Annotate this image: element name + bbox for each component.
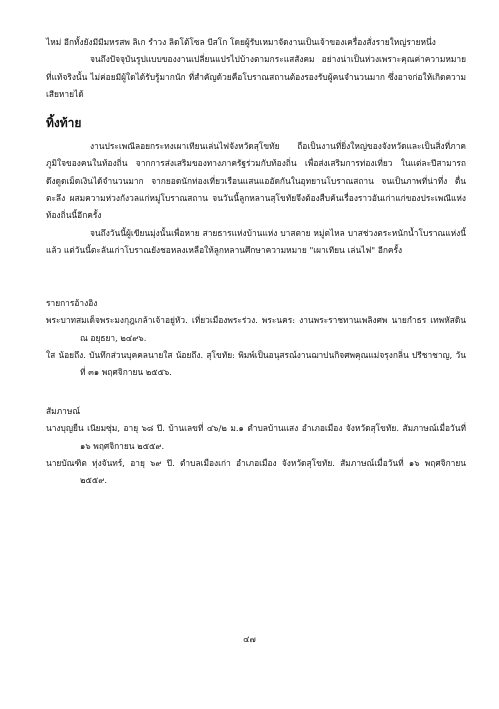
interview-item-1: นางบุญยืน เนียมซุ่ม, อายุ ๖๘ ปี. บ้านเลขที่ ๔๖/๒ ม.๑ ตำบลบ้านแสง อำเภอเมือง จังหวัดสุโขทัย. สัมภาษณ์เมื่อวันที่ ๑๖ พฤศจิกายน ๒๕๕๙. [46,423,466,451]
reference-item-1: พระบาทสมเด็จพระมงกุฎเกล้าเจ้าอยู่หัว. เที่ยวเมืองพระร่วง. พระนคร: งานพระราชทานเพลิงศพ นายกำธร เทพหัสดิน ณ อยุธยา, ๒๔๙๖. [46,315,466,343]
interviews-heading: สัมภาษณ์ [46,406,81,417]
reference-item-2: ใส น้อยถึง. บันทึกส่วนบุคคลนายใส น้อยถึง. สุโขทัย: พิมพ์เป็นอนุสรณ์งานฌาปนกิจศพคุณแม่จรุงกลิ่น ปรีชาชาญ, วันที่ ๓๑ พฤศจิกายน ๒๕๕๖. [46,349,466,378]
closing-paragraph-2: จนถึงวันนี้ผู้เขียนมุ่งนั้นเพื่อหาย สายธารแห่งบ้านแห่ง บาสตาย หมู่ตไหล บาสช่วงตระหนักน้ำโบราณแห่งนี้แล้ว แต่วันนี้ตะลันเก่าโบราณยังชอหลงเหลือให้ลูกหลานศึกษาความหมาย "เผาเทียน เล่นไฟ" อีกครั้ง [46,227,466,255]
closing-heading: ทิ้งท้าย [46,116,82,131]
body-paragraph-1: ไหม่ อีกทั้งยังมีมีมหรสพ ลิเก รำวง ลิดโต้โซล บีสโก โดยผู้รับเหมาจัดงานเป็นเจ้าของเครื่องสั่งรายใหญ่รายหนึ่ง [46,37,436,47]
body-paragraph-2: จนถึงปัจจุบันรูปแบบของงานเปลี่ยนแปรไปบ้างตามกระแสสังคม อย่างน่าเป็นห่วงเพราะคุณค่าความหมายที่แท้จริงนั้น ไม่ค่อยมีผู้ใดได้รับรู้มากนัก ที่สำคัญด้วยคือโบราณสถานต้องรองรับผู้คนจำนวนมาก ซึ่งอาจก่อให้เกิดความเสียหายได้ [46,54,466,99]
references-heading: รายการอ้างอิง [46,298,98,309]
closing-paragraph-1: งานประเพณีลอยกระทงเผาเทียนเล่นไฟจังหวัดสุโขทัย ถือเป็นงานที่ยิ่งใหญ่ของจังหวัดและเป็นสิ่งที่ภาคภูมิใจของคนในท้องถิ่น จากการส่งเสริมของทางภาครัฐร่วมกับท้องถิ่น เพื่อส่งเสริมการท่องเที่ยว ในแต่ละปีสามารถดึงดูดเม็ดเงินได้จำนวนมาก จากยอดนักท่องเที่ยวเรือนแสนแออัดกันในอุทยานโบราณสถาน จนเป็นภาพที่น่าทึ่ง ตื่นตะลึง ผสมความห่วงกังวลแก่หมู่โบราณสถาน จนวันนี้ลูกหลานสุโขทัยจึงต้องสืบค้นเรื่องราวอันเก่าแก่ของประเพณีแห่งท้องถิ่นนี้อีกครั้ง [46,141,466,221]
interview-item-2: นายบัณฑิต ทุ่งจันทร์, อายุ ๖๙ ปี. ตำบลเมืองเก่า อำเภอเมือง จังหวัดสุโขทัย. สัมภาษณ์เมื่อวันที่ ๑๖ พฤศจิกายน ๒๕๕๙. [46,458,466,486]
page-content [46,34,466,490]
page-number: ๔๗ [243,634,256,644]
